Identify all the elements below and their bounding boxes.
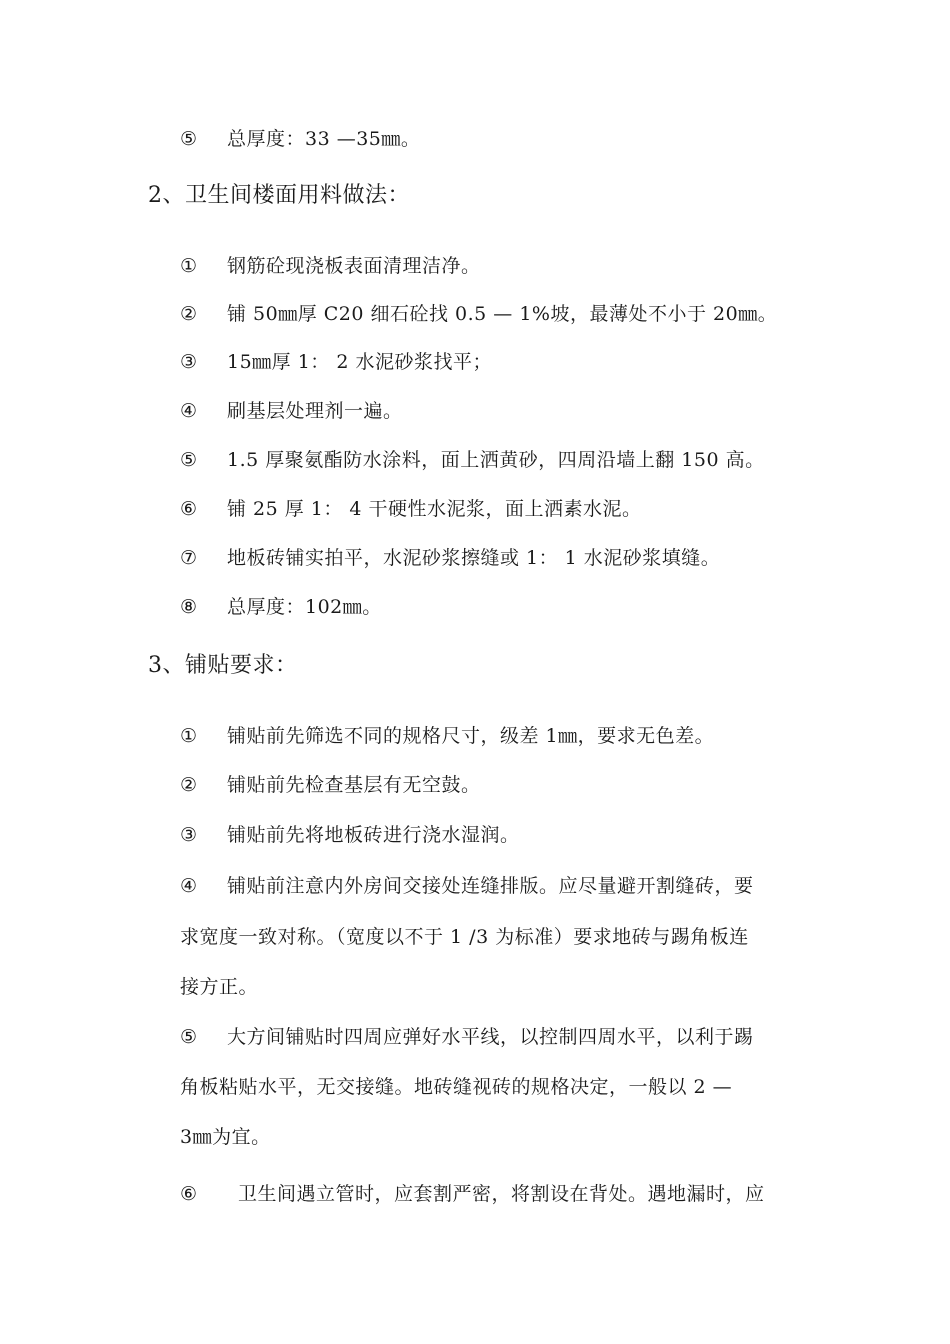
item-number: ④	[180, 400, 198, 422]
item-number: ③	[180, 351, 198, 373]
item-number: ⑤	[180, 449, 198, 471]
item-number: ⑤	[180, 1026, 198, 1048]
item-number: ②	[180, 303, 198, 325]
item-number: ⑥	[180, 1183, 198, 1205]
list-item	[180, 874, 754, 898]
item-number: ④	[180, 875, 198, 897]
item-text: 铺贴前先检查基层有无空鼓。	[227, 774, 481, 796]
item-text: 铺贴前注意内外房间交接处连缝排版。应尽量避开割缝砖，要	[227, 875, 754, 897]
item-number: ⑦	[180, 547, 198, 569]
item-text: 总厚度：33 —35㎜。	[227, 128, 421, 150]
list-item	[180, 399, 403, 423]
list-item	[180, 497, 642, 521]
item-text: 总厚度：102㎜。	[227, 596, 382, 618]
list-item	[180, 724, 714, 748]
list-item	[180, 1182, 765, 1206]
item-number: ③	[180, 824, 198, 846]
list-item	[180, 350, 492, 374]
item-number: ⑧	[180, 596, 198, 618]
item-text: 1.5 厚聚氨酯防水涂料，面上洒黄砂，四周沿墙上翻 150 高。	[227, 449, 765, 471]
item-number: ①	[180, 255, 198, 277]
list-item	[180, 127, 420, 151]
item-text: 铺 50㎜厚 C20 细石砼找 0.5 — 1%坡，最薄处不小于 20㎜。	[227, 303, 778, 325]
section-heading: 3、铺贴要求：	[148, 653, 298, 678]
item-text: 铺贴前先筛选不同的规格尺寸，级差 1㎜，要求无色差。	[227, 725, 715, 747]
item-number: ⑥	[180, 498, 198, 520]
item-text: 铺 25 厚 1： 4 干硬性水泥浆，面上洒素水泥。	[227, 498, 642, 520]
item-text: 15㎜厚 1： 2 水泥砂浆找平；	[227, 351, 492, 373]
item-text: 大方间铺贴时四周应弹好水平线，以控制四周水平，以利于踢	[227, 1026, 754, 1048]
item-number: ①	[180, 725, 198, 747]
list-item	[180, 823, 520, 847]
item-text: 卫生间遇立管时，应套割严密，将割设在背处。遇地漏时，应	[238, 1183, 765, 1205]
item-text: 地板砖铺实拍平，水泥砂浆擦缝或 1： 1 水泥砂浆填缝。	[227, 547, 721, 569]
item-text: 钢筋砼现浇板表面清理洁净。	[227, 255, 481, 277]
list-item-continuation: 求宽度一致对称。（宽度以不于 1 /3 为标准）要求地砖与踢角板连	[180, 926, 749, 948]
list-item	[180, 595, 382, 619]
item-number: ⑤	[180, 128, 198, 150]
list-item	[180, 254, 481, 278]
section-heading: 2、卫生间楼面用料做法：	[148, 183, 410, 208]
list-item	[180, 302, 777, 326]
list-item-continuation: 接方正。	[180, 976, 259, 998]
item-text: 铺贴前先将地板砖进行浇水湿润。	[227, 824, 520, 846]
list-item-continuation: 3㎜为宜。	[180, 1126, 271, 1148]
list-item	[180, 773, 481, 797]
list-item-continuation: 角板粘贴水平，无交接缝。地砖缝视砖的规格决定，一般以 2 —	[180, 1076, 733, 1098]
item-text: 刷基层处理剂一遍。	[227, 400, 403, 422]
list-item	[180, 546, 720, 570]
list-item	[180, 448, 765, 472]
list-item	[180, 1025, 754, 1049]
item-number: ②	[180, 774, 198, 796]
